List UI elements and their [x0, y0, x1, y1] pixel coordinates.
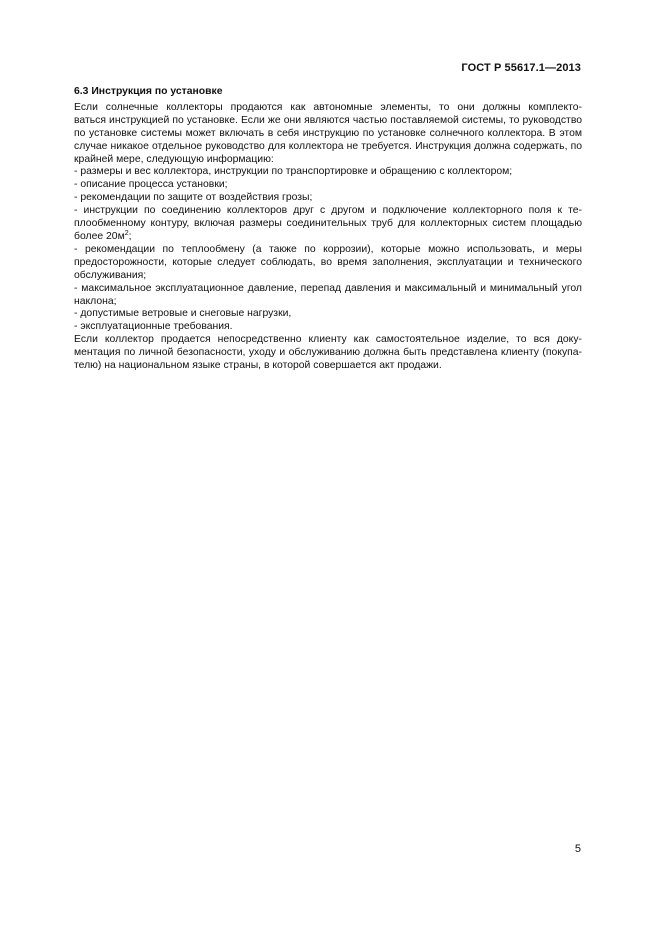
- list-item: [74, 205, 582, 244]
- intro-line-3: по установке системы может включать в себя инструкцию по установке солнечного коллектора. В этом: [74, 127, 582, 139]
- intro-line-1: Если солнечные коллекторы продаются как автономные элементы, то они должны комплекто-: [74, 101, 582, 113]
- standard-code: ГОСТ Р 55617.1—2013: [461, 62, 581, 74]
- list-item: [74, 283, 582, 309]
- list-item-text: - максимальное эксплуатационное давление, перепад давления и максимальный и минимальный угол наклона;: [74, 282, 582, 307]
- intro-line-5: крайней мере, следующую информацию:: [74, 153, 274, 165]
- page-number: 5: [574, 843, 581, 855]
- list-item: [74, 166, 582, 179]
- list-item: [74, 308, 582, 321]
- list-item: [74, 244, 582, 283]
- document-body: [74, 86, 582, 373]
- list-item-text: - рекомендации по теплообмену (а также по коррозии), которые можно использовать, и меры предосторожности, которые следует соблюдать, во время заполнения, эксплуатации и технического обслуживания;: [74, 243, 582, 281]
- list-item: [74, 192, 582, 205]
- list-item-text: - описание процесса установки;: [74, 179, 228, 191]
- intro-line-2: ваться инструкцией по установке. Если же они являются частью поставляемой системы, то руководство: [74, 114, 582, 126]
- list-item-text: - допустимые ветровые и снеговые нагрузки,: [74, 308, 292, 320]
- closing-paragraph: Если коллектор продается непосредственно клиенту как самостоятельное изделие, то вся доку-ментация по личной безопасности, уходу и обслуживанию должна быть представлена клиенту (покупа-телю) на национальном языке страны, в которой совершается акт продажи.: [74, 334, 582, 372]
- list-item-text: - инструкции по соединению коллекторов друг с другом и подключение коллекторного поля к те-плообменному контуру, включая размеры соединительных труб для коллекторных систем площадью более 20м: [74, 205, 582, 242]
- list-item: [74, 321, 582, 334]
- superscript: 2: [124, 229, 129, 237]
- list-item: [74, 179, 582, 192]
- section-title: 6.3 Инструкция по установке: [74, 86, 223, 97]
- list-item-text: - размеры и вес коллектора, инструкции по транспортировке и обращению с коллектором;: [74, 166, 513, 178]
- list-item-tail: ;: [128, 230, 132, 242]
- list-item-text: - рекомендации по защите от воздействия грозы;: [74, 192, 313, 204]
- list-item-text: - эксплуатационные требования.: [74, 321, 233, 333]
- requirements-list: [74, 166, 582, 334]
- intro-line-4: случае никакое отдельное руководство для коллектора не требуется. Инструкция должна содержать, по: [74, 140, 582, 152]
- intro-paragraph: [74, 102, 582, 167]
